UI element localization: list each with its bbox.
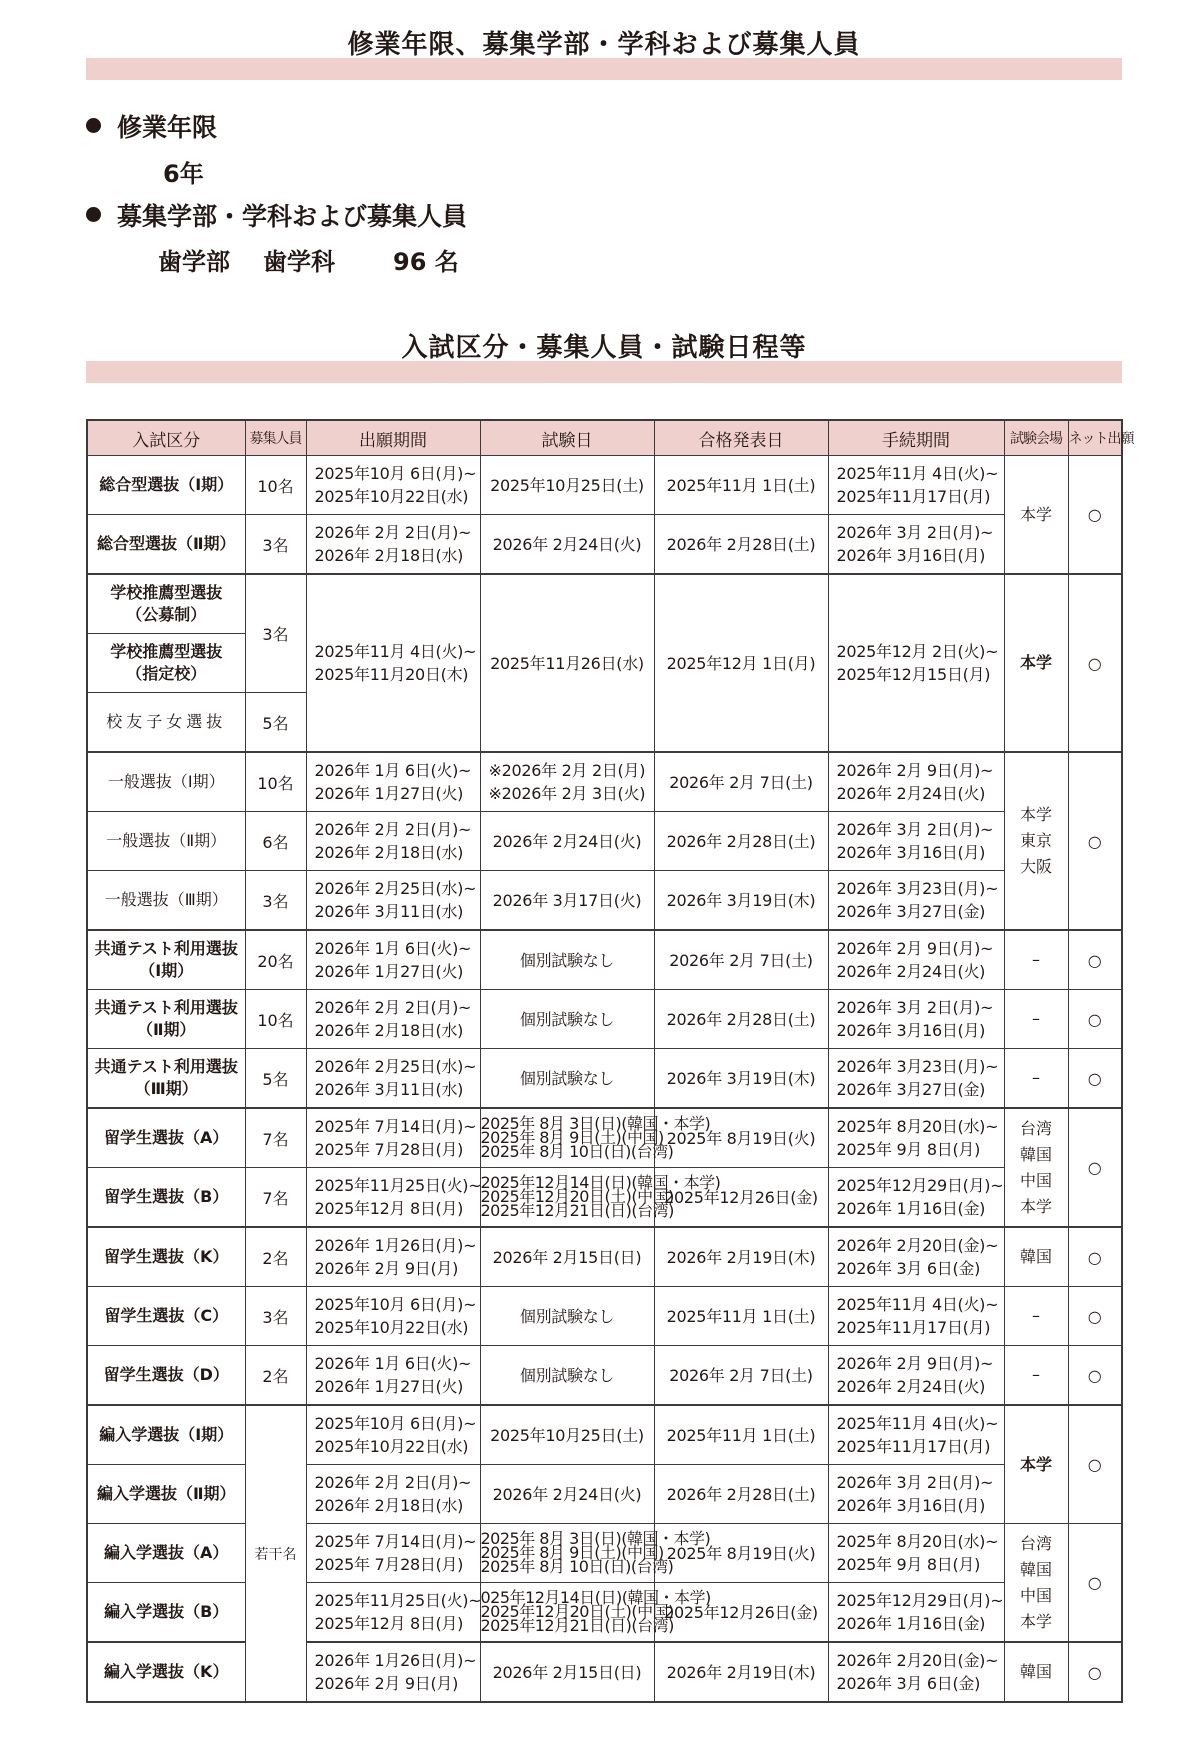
table-row <box>87 871 1122 931</box>
net-application-cell: ○ <box>1068 1227 1122 1287</box>
application-period: 2025年 7月14日(月)~ 2025年 7月28日(月) <box>306 1108 480 1168</box>
result-date: 2025年 8月19日(火) <box>654 1524 828 1583</box>
category-cell: 留学生選抜（D） <box>87 1346 245 1406</box>
procedure-period: 2026年 2月 9日(月)~ 2026年 2月24日(火) <box>828 1346 1004 1406</box>
application-period: 2025年11月25日(火)~ 2025年12月 8日(月) <box>306 1583 480 1643</box>
net-application-cell: ○ <box>1068 1405 1122 1524</box>
net-application-cell: ○ <box>1068 1346 1122 1406</box>
category-cell: 一般選抜（Ⅲ期） <box>87 871 245 931</box>
capacity-cell: 10名 <box>245 456 306 515</box>
exam-date: 2025年10月25日(土) <box>480 1405 654 1465</box>
net-application-cell: ○ <box>1068 1287 1122 1346</box>
capacity-cell: 7名 <box>245 1168 306 1228</box>
result-date: 2025年11月 1日(土) <box>654 1405 828 1465</box>
header-cell: 試験日 <box>480 420 654 456</box>
venue-cell: 本学 <box>1004 1405 1068 1524</box>
venue-cell: 台湾 韓国 中国 本学 <box>1004 1524 1068 1643</box>
venue-cell: 本学 東京 大阪 <box>1004 752 1068 930</box>
category-cell: 留学生選抜（K） <box>87 1227 245 1287</box>
capacity-cell: 3名 <box>245 515 306 575</box>
procedure-period: 2025年11月 4日(火)~ 2025年11月17日(月) <box>828 456 1004 515</box>
exam-date: 2026年 3月17日(火) <box>480 871 654 931</box>
table-row <box>87 930 1122 990</box>
procedure-period: 2025年 8月20日(水)~ 2025年 9月 8日(月) <box>828 1524 1004 1583</box>
category-cell: 共通テスト利用選抜 （Ⅲ期） <box>87 1049 245 1109</box>
procedure-period: 2026年 2月20日(金)~ 2026年 3月 6日(金) <box>828 1227 1004 1287</box>
category-cell: 共通テスト利用選抜 （Ⅰ期） <box>87 930 245 990</box>
result-date: 2026年 2月19日(木) <box>654 1642 828 1702</box>
procedure-period: 2026年 3月 2日(月)~ 2026年 3月16日(月) <box>828 990 1004 1049</box>
header-cell: 出願期間 <box>306 420 480 456</box>
capacity-cell: 若干名 <box>245 1405 306 1702</box>
application-period: 2026年 1月26日(月)~ 2026年 2月 9日(月) <box>306 1642 480 1702</box>
result-date: 2025年12月 1日(月) <box>654 574 828 752</box>
table-row <box>87 1405 1122 1465</box>
category-cell: 編入学選抜（Ⅰ期） <box>87 1405 245 1465</box>
exam-date: 2026年 2月24日(火) <box>480 515 654 575</box>
category-cell: 共通テスト利用選抜 （Ⅱ期） <box>87 990 245 1049</box>
application-period: 2025年10月 6日(月)~ 2025年10月22日(水) <box>306 456 480 515</box>
header-cell: 手続期間 <box>828 420 1004 456</box>
exam-date: 個別試験なし <box>480 1287 654 1346</box>
table-row <box>87 1049 1122 1109</box>
header-cell: 募集人員 <box>245 420 306 456</box>
exam-date: 2025年11月26日(水) <box>480 574 654 752</box>
result-date: 2026年 2月28日(土) <box>654 812 828 871</box>
procedure-period: 2026年 3月23日(月)~ 2026年 3月27日(金) <box>828 1049 1004 1109</box>
procedure-period: 2025年12月29日(月)~ 2026年 1月16日(金) <box>828 1168 1004 1228</box>
net-application-cell: ○ <box>1068 1642 1122 1702</box>
exam-date: 個別試験なし <box>480 930 654 990</box>
venue-cell: – <box>1004 1346 1068 1406</box>
capacity-cell: 7名 <box>245 1108 306 1168</box>
application-period: 2025年10月 6日(月)~ 2025年10月22日(水) <box>306 1405 480 1465</box>
table-row <box>87 1524 1122 1583</box>
table-row <box>87 1108 1122 1168</box>
net-application-cell: ○ <box>1068 574 1122 752</box>
exam-date: 個別試験なし <box>480 1346 654 1406</box>
dept-name: 歯学科 <box>263 248 335 276</box>
table-row <box>87 752 1122 812</box>
capacity-cell: 20名 <box>245 930 306 990</box>
venue-cell: – <box>1004 1049 1068 1109</box>
category-cell: 一般選抜（Ⅱ期） <box>87 812 245 871</box>
procedure-period: 2026年 3月 2日(月)~ 2026年 3月16日(月) <box>828 812 1004 871</box>
capacity-cell: 6名 <box>245 812 306 871</box>
capacity-value: 96 名 <box>393 248 459 276</box>
procedure-period: 2026年 3月 2日(月)~ 2026年 3月16日(月) <box>828 1465 1004 1524</box>
net-application-cell: ○ <box>1068 456 1122 575</box>
table-row <box>87 1168 1122 1228</box>
net-application-cell: ○ <box>1068 752 1122 930</box>
venue-cell: 本学 <box>1004 456 1068 575</box>
net-application-cell: ○ <box>1068 930 1122 990</box>
venue-cell: – <box>1004 1287 1068 1346</box>
category-cell: 編入学選抜（A） <box>87 1524 245 1583</box>
table-row <box>87 990 1122 1049</box>
capacity-cell: 3名 <box>245 574 306 693</box>
table-row <box>87 1465 1122 1524</box>
category-cell: 留学生選抜（B） <box>87 1168 245 1228</box>
table-row <box>87 456 1122 515</box>
application-period: 2026年 2月 2日(月)~ 2026年 2月18日(水) <box>306 1465 480 1524</box>
venue-cell: – <box>1004 930 1068 990</box>
net-application-cell: ○ <box>1068 990 1122 1049</box>
capacity-cell: 5名 <box>245 693 306 753</box>
result-date: 2026年 3月19日(木) <box>654 871 828 931</box>
exam-date: ※2026年 2月 2日(月) ※2026年 2月 3日(火) <box>480 752 654 812</box>
capacity-cell: 2名 <box>245 1346 306 1406</box>
exam-date: 2026年 2月15日(日) <box>480 1642 654 1702</box>
category-cell: 校友子女選抜 <box>87 693 245 753</box>
category-cell: 学校推薦型選抜 （指定校） <box>87 634 245 693</box>
category-cell: 総合型選抜（Ⅱ期） <box>87 515 245 575</box>
section-title-schedule: 入試区分・募集人員・試験日程等 <box>86 327 1122 383</box>
procedure-period: 2026年 3月 2日(月)~ 2026年 3月16日(月) <box>828 515 1004 575</box>
category-cell: 編入学選抜（B） <box>87 1583 245 1643</box>
faculty-heading: 募集学部・学科および募集人員 <box>86 197 467 233</box>
venue-cell: – <box>1004 990 1068 1049</box>
category-cell: 一般選抜（Ⅰ期） <box>87 752 245 812</box>
table-row <box>87 1287 1122 1346</box>
exam-date: 025年12月14日(日)(韓国・本学) 2025年12月20日(土)(中国) 2025年12月21日(日)(台湾) <box>480 1583 654 1643</box>
result-date: 2026年 2月 7日(土) <box>654 752 828 812</box>
application-period: 2026年 1月 6日(火)~ 2026年 1月27日(火) <box>306 1346 480 1406</box>
table-row <box>87 1642 1122 1702</box>
category-cell: 編入学選抜（K） <box>87 1642 245 1702</box>
category-cell: 編入学選抜（Ⅱ期） <box>87 1465 245 1524</box>
venue-cell: 台湾 韓国 中国 本学 <box>1004 1108 1068 1227</box>
procedure-period: 2025年12月 2日(火)~ 2025年12月15日(月) <box>828 574 1004 752</box>
section-title-years: 修業年限、募集学部・学科および募集人員 <box>86 24 1122 80</box>
exam-date: 2025年10月25日(土) <box>480 456 654 515</box>
table-row <box>87 1583 1122 1643</box>
result-date: 2026年 2月19日(木) <box>654 1227 828 1287</box>
venue-cell: 韓国 <box>1004 1227 1068 1287</box>
application-period: 2026年 1月26日(月)~ 2026年 2月 9日(月) <box>306 1227 480 1287</box>
procedure-period: 2026年 3月23日(月)~ 2026年 3月27日(金) <box>828 871 1004 931</box>
procedure-period: 2025年11月 4日(火)~ 2025年11月17日(月) <box>828 1405 1004 1465</box>
exam-date: 2025年 8月 3日(日)(韓国・本学) 2025年 8月 9日(土)(中国) 2025年 8月 10日(日)(台湾) <box>480 1108 654 1168</box>
application-period: 2025年10月 6日(月)~ 2025年10月22日(水) <box>306 1287 480 1346</box>
capacity-cell: 5名 <box>245 1049 306 1109</box>
exam-date: 個別試験なし <box>480 1049 654 1109</box>
header-cell: ネット出願 <box>1068 420 1122 456</box>
result-date: 2026年 2月28日(土) <box>654 1465 828 1524</box>
table-row <box>87 1346 1122 1406</box>
procedure-period: 2026年 2月20日(金)~ 2026年 3月 6日(金) <box>828 1642 1004 1702</box>
result-date: 2026年 2月 7日(土) <box>654 1346 828 1406</box>
table-row <box>87 515 1122 575</box>
category-cell: 総合型選抜（Ⅰ期） <box>87 456 245 515</box>
schedule-table <box>86 419 1134 1703</box>
category-cell: 留学生選抜（C） <box>87 1287 245 1346</box>
net-application-cell: ○ <box>1068 1049 1122 1109</box>
years-value: 6年 <box>163 160 204 188</box>
capacity-cell: 3名 <box>245 1287 306 1346</box>
application-period: 2025年 7月14日(月)~ 2025年 7月28日(月) <box>306 1524 480 1583</box>
header-cell: 合格発表日 <box>654 420 828 456</box>
venue-cell: 本学 <box>1004 574 1068 752</box>
application-period: 2026年 2月 2日(月)~ 2026年 2月18日(水) <box>306 812 480 871</box>
result-date: 2025年11月 1日(土) <box>654 456 828 515</box>
application-period: 2026年 1月 6日(火)~ 2026年 1月27日(火) <box>306 752 480 812</box>
result-date: 2026年 2月28日(土) <box>654 515 828 575</box>
result-date: 2026年 2月28日(土) <box>654 990 828 1049</box>
procedure-period: 2026年 2月 9日(月)~ 2026年 2月24日(火) <box>828 930 1004 990</box>
application-period: 2026年 2月25日(水)~ 2026年 3月11日(水) <box>306 871 480 931</box>
capacity-cell: 10名 <box>245 752 306 812</box>
category-cell: 学校推薦型選抜 （公募制） <box>87 574 245 634</box>
procedure-period: 2025年11月 4日(火)~ 2025年11月17日(月) <box>828 1287 1004 1346</box>
result-date: 2026年 2月 7日(土) <box>654 930 828 990</box>
table-row <box>87 1227 1122 1287</box>
capacity-cell: 2名 <box>245 1227 306 1287</box>
application-period: 2025年11月25日(火)~ 2025年12月 8日(月) <box>306 1168 480 1228</box>
header-cell: 試験会場 <box>1004 420 1068 456</box>
application-period: 2026年 2月 2日(月)~ 2026年 2月18日(水) <box>306 515 480 575</box>
table-header <box>87 420 1122 456</box>
net-application-cell: ○ <box>1068 1524 1122 1643</box>
capacity-cell: 3名 <box>245 871 306 931</box>
procedure-period: 2026年 2月 9日(月)~ 2026年 2月24日(火) <box>828 752 1004 812</box>
procedure-period: 2025年12月29日(月)~ 2026年 1月16日(金) <box>828 1583 1004 1643</box>
application-period: 2025年11月 4日(火)~ 2025年11月20日(木) <box>306 574 480 752</box>
result-date: 2026年 3月19日(木) <box>654 1049 828 1109</box>
application-period: 2026年 2月25日(水)~ 2026年 3月11日(水) <box>306 1049 480 1109</box>
exam-date: 2026年 2月15日(日) <box>480 1227 654 1287</box>
table-row <box>87 574 1122 634</box>
net-application-cell: ○ <box>1068 1108 1122 1227</box>
result-date: 2025年 8月19日(火) <box>654 1108 828 1168</box>
venue-cell: 韓国 <box>1004 1642 1068 1702</box>
result-date: 2025年12月26日(金) <box>654 1168 828 1228</box>
exam-date: 2026年 2月24日(火) <box>480 812 654 871</box>
result-date: 2025年12月26日(金) <box>654 1583 828 1643</box>
faculty-name: 歯学部 <box>158 248 230 276</box>
result-date: 2025年11月 1日(土) <box>654 1287 828 1346</box>
category-cell: 留学生選抜（A） <box>87 1108 245 1168</box>
capacity-cell: 10名 <box>245 990 306 1049</box>
exam-date: 2025年 8月 3日(日)(韓国・本学) 2025年 8月 9日(土)(中国) 2025年 8月 10日(日)(台湾) <box>480 1524 654 1583</box>
header-cell: 入試区分 <box>87 420 245 456</box>
procedure-period: 2025年 8月20日(水)~ 2025年 9月 8日(月) <box>828 1108 1004 1168</box>
exam-date: 個別試験なし <box>480 990 654 1049</box>
application-period: 2026年 2月 2日(月)~ 2026年 2月18日(水) <box>306 990 480 1049</box>
exam-date: 2025年12月14日(日)(韓国・本学) 2025年12月20日(土)(中国) 2025年12月21日(日)(台湾) <box>480 1168 654 1228</box>
exam-date: 2026年 2月24日(火) <box>480 1465 654 1524</box>
table-row <box>87 812 1122 871</box>
years-heading: 修業年限 <box>86 108 217 144</box>
application-period: 2026年 1月 6日(火)~ 2026年 1月27日(火) <box>306 930 480 990</box>
